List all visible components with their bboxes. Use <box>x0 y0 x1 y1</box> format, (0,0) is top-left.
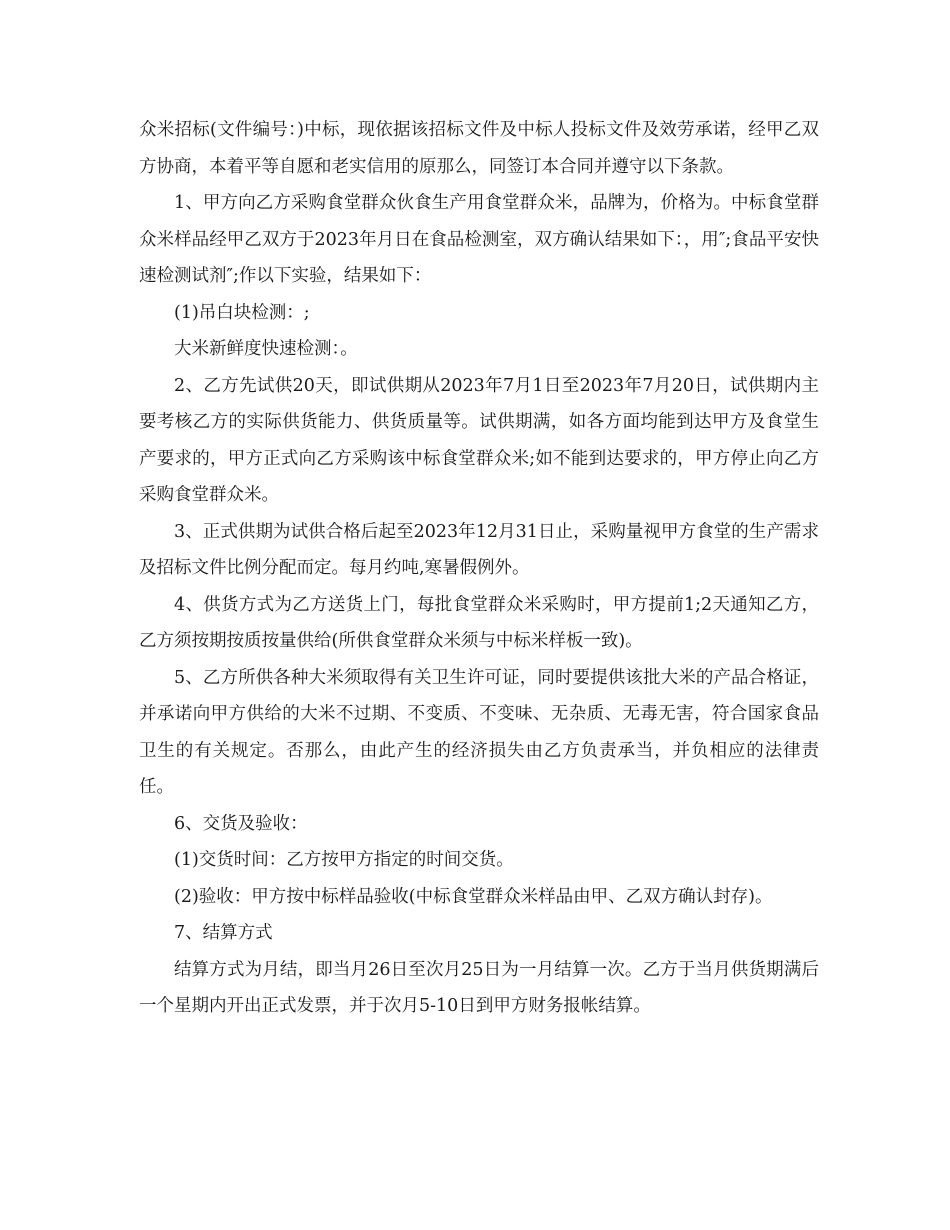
paragraph-clause-1-item-2: 大米新鲜度快速检测：。 <box>174 339 358 359</box>
paragraph-clause-7-body: 结算方式为月结，即当月26日至次月25日为一月结算一次。乙方于当月供货期满后一个星期内开出正式发票，并于次月5-10日到甲方财务报帐结算。 <box>139 959 819 1016</box>
contract-body <box>139 112 819 1025</box>
paragraph-clause-6-heading: 6、交货及验收： <box>174 813 308 834</box>
paragraph-clause-6-item-1: (1)交货时间：乙方按甲方指定的时间交货。 <box>174 850 514 870</box>
paragraph-clause-1: 1、甲方向乙方采购食堂群众伙食生产用食堂群众米，品牌为，价格为。中标食堂群众米样品经甲乙双方于2023年月日在食品检测室，双方确认结果如下：，用″;食品平安快速检测试剂″;作以下实验，结果如下： <box>139 193 819 286</box>
paragraph-clause-7-heading: 7、结算方式 <box>174 923 273 943</box>
paragraph-clause-5: 5、乙方所供各种大米须取得有关卫生许可证，同时要提供该批大米的产品合格证，并承诺向甲方供给的大米不过期、不变质、不变味、无杂质、无毒无害，符合国家食品卫生的有关规定。否那么，由此产生的经济损失由乙方负责承当，并负相应的法律责任。 <box>139 667 819 797</box>
paragraph-clause-2: 2、乙方先试供20天，即试供期从2023年7月1日至2023年7月20日，试供期内主要考核乙方的实际供货能力、供货质量等。试供期满，如各方面均能到达甲方及食堂生产要求的，甲方正式向乙方采购该中标食堂群众米;如不能到达要求的，甲方停止向乙方采购食堂群众米。 <box>139 375 819 505</box>
paragraph-intro: 众米招标(文件编号：)中标，现依据该招标文件及中标人投标文件及效劳承诺，经甲乙双方协商，本着平等自愿和老实信用的原那么，同签订本合同并遵守以下条款。 <box>139 120 819 177</box>
paragraph-clause-4: 4、供货方式为乙方送货上门，每批食堂群众米采购时，甲方提前1;2天通知乙方，乙方须按期按质按量供给(所供食堂群众米须与中标米样板一致)。 <box>139 594 819 651</box>
paragraph-clause-3: 3、正式供期为试供合格后起至2023年12月31日止，采购量视甲方食堂的生产需求及招标文件比例分配而定。每月约吨,寒暑假例外。 <box>139 521 819 578</box>
paragraph-clause-6-item-2: (2)验收：甲方按中标样品验收(中标食堂群众米样品由甲、乙双方确认封存)。 <box>174 886 773 907</box>
paragraph-clause-1-item-1: (1)吊白块检测：; <box>174 302 310 323</box>
